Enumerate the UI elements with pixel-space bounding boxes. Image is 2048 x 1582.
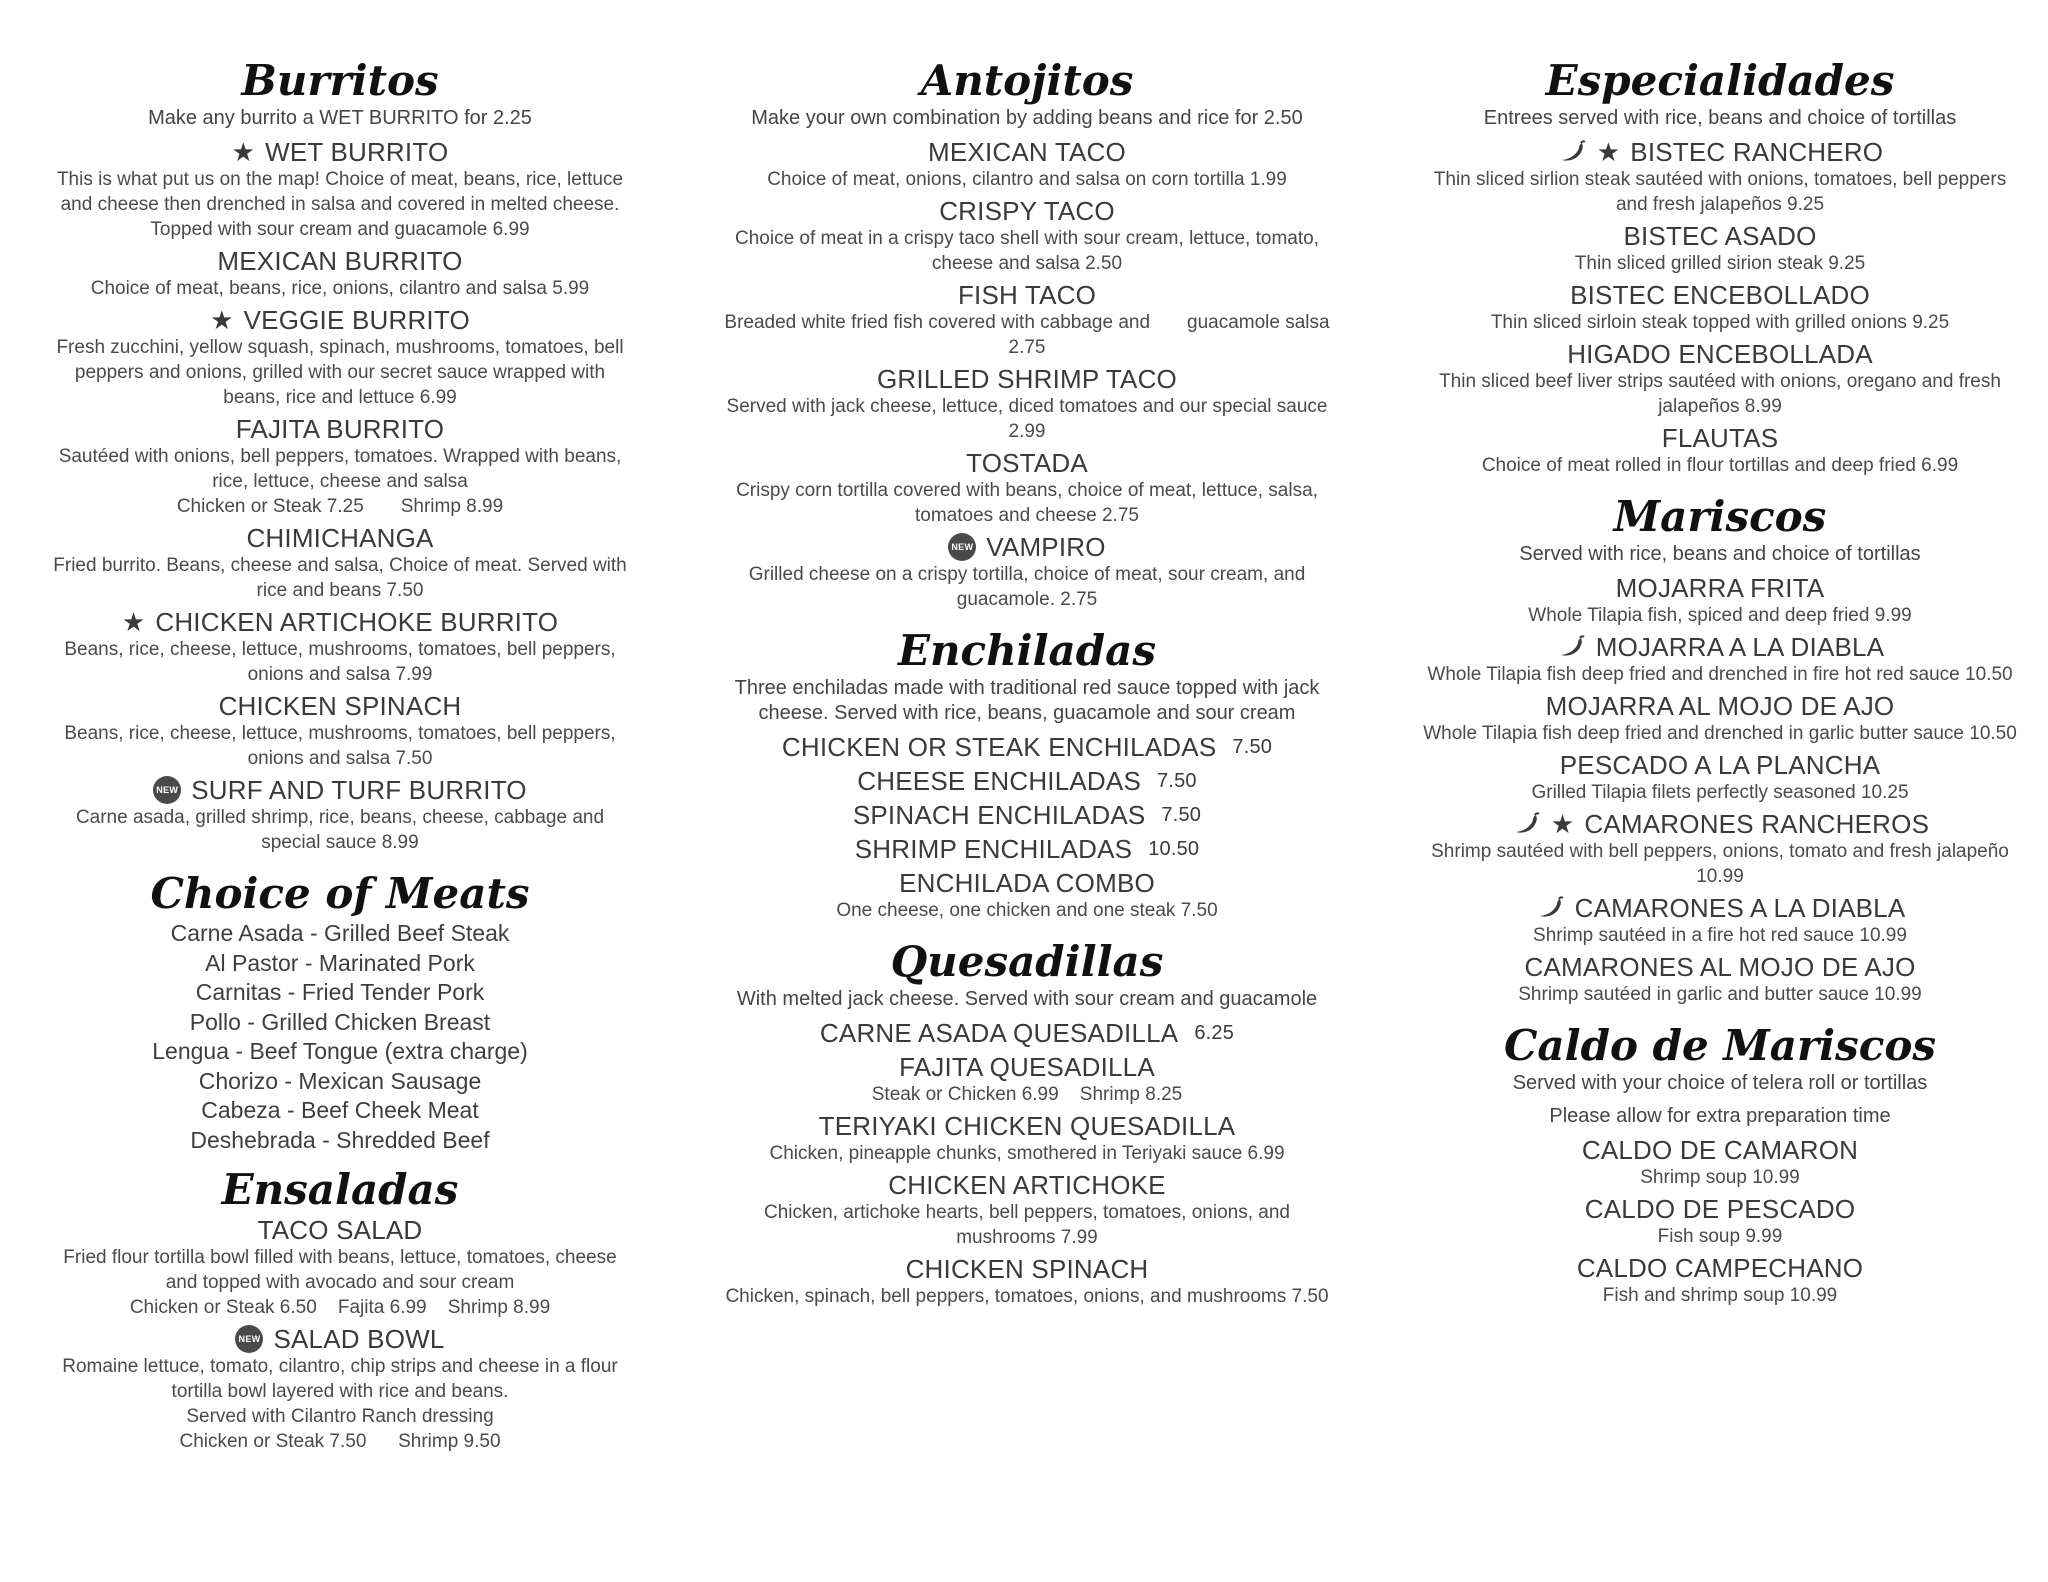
section-note-burritos: Make any burrito a WET BURRITO for 2.25 — [148, 107, 532, 129]
item-desc: Breaded white fried fish covered with cabbage and guacamole salsa 2.75 — [724, 312, 1341, 358]
item-desc: Beans, rice, cheese, lettuce, mushrooms, tomatoes, bell peppers, onions and salsa 7.99 — [64, 639, 616, 685]
item-name: FISH TACO — [957, 280, 1097, 310]
menu-item — [722, 280, 1341, 360]
item-name: ENCHILADA COMBO — [899, 868, 1155, 898]
item-desc: Shrimp sautéed in garlic and butter sauce 10.99 — [1518, 984, 1922, 1005]
menu-item — [722, 364, 1332, 444]
meat-option: Carnitas - Fried Tender Pork — [195, 979, 485, 1005]
item-desc: Thin sliced sirlion steak sautéed with onions, tomatoes, bell peppers and fresh jalapeños 9.25 — [1433, 169, 2007, 215]
item-name: MEXICAN BURRITO — [217, 246, 463, 276]
menu-item — [722, 732, 1332, 762]
menu-item — [722, 834, 1332, 864]
item-desc: Choice of meat, beans, rice, onions, cilantro and salsa 5.99 — [90, 278, 590, 299]
menu-item — [722, 532, 1332, 612]
item-name: BISTEC ENCEBOLLADO — [1570, 280, 1870, 310]
item-name: TOSTADA — [966, 448, 1088, 478]
menu-item — [722, 1170, 1332, 1250]
menu-item — [1422, 423, 2018, 478]
section-title-caldo: Caldo de Mariscos — [1504, 1021, 1936, 1070]
item-name: TACO SALAD — [257, 1215, 423, 1245]
section-title-quesadillas: Quesadillas — [890, 937, 1164, 986]
meats-list — [50, 919, 630, 1155]
item-desc: Fried flour tortilla bowl filled with beans, lettuce, tomatoes, cheese and topped with avocado and sour cream — [63, 1247, 617, 1293]
item-desc: Thin sliced beef liver strips sautéed with onions, oregano and fresh jalapeños 8.99 — [1439, 371, 2001, 417]
star-icon: ★ — [231, 137, 256, 167]
item-name: SALAD BOWL — [273, 1324, 445, 1354]
item-price-options: Chicken or Steak 6.50 Fajita 6.99 Shrimp 8.99 — [129, 1297, 551, 1318]
menu-item — [1422, 750, 2018, 805]
item-name: CAMARONES AL MOJO DE AJO — [1524, 952, 1916, 982]
item-desc: Chicken, artichoke hearts, bell peppers, tomatoes, onions, and mushrooms 7.99 — [764, 1202, 1290, 1248]
item-name: CALDO CAMPECHANO — [1576, 1253, 1864, 1283]
item-price: 7.50 — [1156, 770, 1197, 792]
section-title-enchiladas: Enchiladas — [897, 626, 1156, 675]
section-title-antojitos: Antojitos — [920, 56, 1134, 105]
item-name: GRILLED SHRIMP TACO — [877, 364, 1177, 394]
menu-item — [722, 1052, 1332, 1107]
menu-item — [722, 137, 1332, 192]
column-right — [1422, 56, 2018, 1312]
item-name: CHIMICHANGA — [246, 523, 434, 553]
pepper-icon — [1557, 140, 1587, 164]
meat-option: Lengua - Beef Tongue (extra charge) — [152, 1038, 528, 1064]
menu-item — [50, 414, 630, 519]
meat-option: Carne Asada - Grilled Beef Steak — [170, 920, 510, 946]
menu-item — [50, 1324, 630, 1454]
item-desc: Choice of meat rolled in flour tortillas and deep fried 6.99 — [1481, 455, 1959, 476]
item-name: BISTEC RANCHERO — [1630, 137, 1884, 167]
menu-item — [722, 196, 1332, 276]
item-desc: Served with Cilantro Ranch dressing — [186, 1406, 494, 1427]
menu-item — [722, 868, 1332, 923]
item-desc: Romaine lettuce, tomato, cilantro, chip strips and cheese in a flour tortilla bowl layered with rice and beans. — [62, 1356, 618, 1402]
star-icon: ★ — [1596, 137, 1621, 167]
menu-item — [1422, 1253, 2018, 1308]
item-desc: Crispy corn tortilla covered with beans, choice of meat, lettuce, salsa, tomatoes and cheese 2.75 — [736, 480, 1318, 526]
star-icon: ★ — [121, 607, 146, 637]
item-name: MOJARRA FRITA — [1615, 573, 1825, 603]
item-desc: Chicken, pineapple chunks, smothered in Teriyaki sauce 6.99 — [769, 1143, 1285, 1164]
menu-item — [50, 246, 630, 301]
item-name: VAMPIRO — [986, 532, 1106, 562]
meat-option: Deshebrada - Shredded Beef — [190, 1126, 490, 1153]
item-desc: Fried burrito. Beans, cheese and salsa, Choice of meat. Served with rice and beans 7.50 — [53, 555, 627, 601]
item-name: CHEESE ENCHILADAS — [857, 766, 1141, 796]
menu-item — [1422, 1194, 2018, 1249]
meat-option: Chorizo - Mexican Sausage — [198, 1067, 482, 1094]
menu-item — [1422, 809, 2018, 889]
section-note-antojitos: Make your own combination by adding beans and rice for 2.50 — [751, 107, 1303, 129]
menu-item — [722, 1111, 1332, 1166]
section-note-caldo: Served with your choice of telera roll or tortillas — [1512, 1072, 1928, 1094]
item-name: FAJITA BURRITO — [235, 414, 445, 444]
item-desc: Whole Tilapia fish deep fried and drenched in garlic butter sauce 10.50 — [1423, 723, 2017, 744]
section-title-mariscos: Mariscos — [1613, 492, 1827, 541]
new-badge-icon: NEW — [235, 1325, 263, 1353]
item-name: CAMARONES A LA DIABLA — [1574, 893, 1906, 923]
item-name: CHICKEN SPINACH — [905, 1254, 1149, 1284]
item-name: WET BURRITO — [265, 137, 449, 167]
item-name: PESCADO A LA PLANCHA — [1559, 750, 1881, 780]
meat-option: Pollo - Grilled Chicken Breast — [189, 1008, 491, 1035]
item-name: CARNE ASADA QUESADILLA — [819, 1018, 1179, 1048]
item-desc: Shrimp soup 10.99 — [1640, 1167, 1800, 1188]
menu-item — [1422, 573, 2018, 628]
section-title-especialidades: Especialidades — [1545, 56, 1895, 105]
item-name: FAJITA QUESADILLA — [899, 1052, 1155, 1082]
menu-item — [1422, 221, 2018, 276]
item-name: HIGADO ENCEBOLLADA — [1567, 339, 1873, 369]
item-desc: Shrimp sautéed in a fire hot red sauce 10.99 — [1533, 925, 1907, 946]
menu-item — [1422, 1135, 2018, 1190]
menu-item — [1422, 952, 2018, 1007]
section-title-ensaladas: Ensaladas — [221, 1165, 459, 1214]
menu-item — [1422, 893, 2018, 948]
menu-item — [722, 766, 1332, 796]
pepper-icon — [1511, 812, 1541, 836]
item-price: 7.50 — [1161, 804, 1202, 826]
new-badge-icon: NEW — [153, 776, 181, 804]
menu-item — [50, 523, 630, 603]
item-name: CHICKEN ARTICHOKE — [888, 1170, 1166, 1200]
meat-option: Cabeza - Beef Cheek Meat — [201, 1097, 479, 1123]
item-desc: Carne asada, grilled shrimp, rice, beans, cheese, cabbage and special sauce 8.99 — [75, 807, 605, 853]
menu-item — [722, 800, 1332, 830]
meat-option: Al Pastor - Marinated Pork — [205, 949, 475, 976]
item-price: 6.25 — [1194, 1022, 1235, 1044]
new-badge-icon: NEW — [948, 533, 976, 561]
item-price: 7.50 — [1232, 736, 1273, 758]
item-desc: Steak or Chicken 6.99 Shrimp 8.25 — [871, 1084, 1183, 1105]
item-desc: Grilled cheese on a crispy tortilla, choice of meat, sour cream, and guacamole. 2.75 — [748, 564, 1306, 610]
menu-item — [50, 137, 630, 242]
column-left — [50, 56, 630, 1458]
item-name: BISTEC ASADO — [1623, 221, 1817, 251]
section-title-meats: Choice of Meats — [150, 869, 530, 918]
item-name: MOJARRA AL MOJO DE AJO — [1545, 691, 1895, 721]
pepper-icon — [1535, 896, 1565, 920]
item-name: SPINACH ENCHILADAS — [852, 800, 1146, 830]
item-desc: Whole Tilapia fish, spiced and deep fried 9.99 — [1528, 605, 1912, 626]
item-desc: Sautéed with onions, bell peppers, tomatoes. Wrapped with beans, rice, lettuce, cheese and salsa — [58, 446, 622, 492]
item-name: CALDO DE CAMARON — [1581, 1135, 1859, 1165]
item-name: FLAUTAS — [1661, 423, 1779, 453]
item-desc: Grilled Tilapia filets perfectly seasoned 10.25 — [1531, 782, 1909, 803]
menu-item — [722, 448, 1332, 528]
pepper-icon — [1556, 635, 1586, 659]
item-desc: Choice of meat in a crispy taco shell with sour cream, lettuce, tomato, cheese and salsa 2.50 — [735, 228, 1319, 274]
item-desc: Thin sliced sirloin steak topped with grilled onions 9.25 — [1490, 312, 1950, 333]
item-name: MOJARRA A LA DIABLA — [1595, 632, 1885, 662]
menu-item — [1422, 691, 2018, 746]
item-price-options: Chicken or Steak 7.25 Shrimp 8.99 — [176, 496, 504, 517]
star-icon: ★ — [1550, 809, 1575, 839]
item-desc: Chicken, spinach, bell peppers, tomatoes, onions, and mushrooms 7.50 — [725, 1286, 1329, 1307]
item-desc: Fish and shrimp soup 10.99 — [1602, 1285, 1838, 1306]
menu-item — [1422, 280, 2018, 335]
item-desc: Fish soup 9.99 — [1657, 1226, 1783, 1247]
item-name: CAMARONES RANCHEROS — [1584, 809, 1930, 839]
item-desc: Beans, rice, cheese, lettuce, mushrooms, tomatoes, bell peppers, onions and salsa 7.50 — [64, 723, 616, 769]
section-note-especialidades: Entrees served with rice, beans and choice of tortillas — [1483, 107, 1957, 129]
item-name: MEXICAN TACO — [928, 137, 1126, 167]
menu-item — [1422, 632, 2018, 687]
menu-item — [50, 305, 630, 410]
item-price-options: Chicken or Steak 7.50 Shrimp 9.50 — [179, 1431, 501, 1452]
column-middle — [722, 56, 1341, 1313]
section-note-caldo-prep: Please allow for extra preparation time — [1549, 1105, 1891, 1127]
star-icon: ★ — [210, 305, 234, 335]
item-desc: Whole Tilapia fish deep fried and drenched in fire hot red sauce 10.50 — [1427, 664, 2013, 685]
section-note-quesadillas: With melted jack cheese. Served with sour cream and guacamole — [736, 988, 1318, 1010]
section-note-mariscos: Served with rice, beans and choice of tortillas — [1519, 543, 1921, 565]
menu-item — [50, 607, 630, 687]
item-name: SHRIMP ENCHILADAS — [854, 834, 1133, 864]
item-price: 10.50 — [1148, 838, 1200, 860]
menu-item — [722, 1254, 1332, 1309]
item-desc: Shrimp sautéed with bell peppers, onions, tomato and fresh jalapeño 10.99 — [1431, 841, 2009, 887]
menu-item — [722, 1018, 1332, 1048]
item-desc: Fresh zucchini, yellow squash, spinach, mushrooms, tomatoes, bell peppers and onions, grilled with our secret sauce wrapped with beans, rice and lettuce 6.99 — [56, 337, 624, 408]
item-desc: Served with jack cheese, lettuce, diced tomatoes and our special sauce 2.99 — [726, 396, 1328, 442]
item-name: CHICKEN OR STEAK ENCHILADAS — [781, 732, 1217, 762]
item-desc: One cheese, one chicken and one steak 7.50 — [836, 900, 1218, 921]
item-name: CALDO DE PESCADO — [1584, 1194, 1856, 1224]
item-desc: Thin sliced grilled sirion steak 9.25 — [1574, 253, 1866, 274]
item-desc: Choice of meat, onions, cilantro and salsa on corn tortilla 1.99 — [767, 169, 1287, 190]
item-name: TERIYAKI CHICKEN QUESADILLA — [818, 1111, 1236, 1141]
menu-item — [50, 775, 630, 855]
menu-item — [1422, 137, 2018, 217]
item-name: VEGGIE BURRITO — [243, 305, 470, 335]
item-desc: This is what put us on the map! Choice of meat, beans, rice, lettuce and cheese then drenched in salsa and covered in melted cheese. Topped with sour cream and guacamole 6.99 — [56, 169, 624, 240]
section-note-enchiladas: Three enchiladas made with traditional red sauce topped with jack cheese. Served with rice, beans, guacamole and sour cream — [734, 677, 1320, 724]
menu-item — [1422, 339, 2018, 419]
item-name: CHICKEN SPINACH — [218, 691, 462, 721]
item-name: SURF AND TURF BURRITO — [191, 775, 527, 805]
item-name: CHICKEN ARTICHOKE BURRITO — [155, 607, 559, 637]
menu-item — [50, 691, 630, 771]
item-name: CRISPY TACO — [939, 196, 1115, 226]
section-title-burritos: Burritos — [241, 56, 439, 105]
menu-item — [50, 1215, 630, 1320]
